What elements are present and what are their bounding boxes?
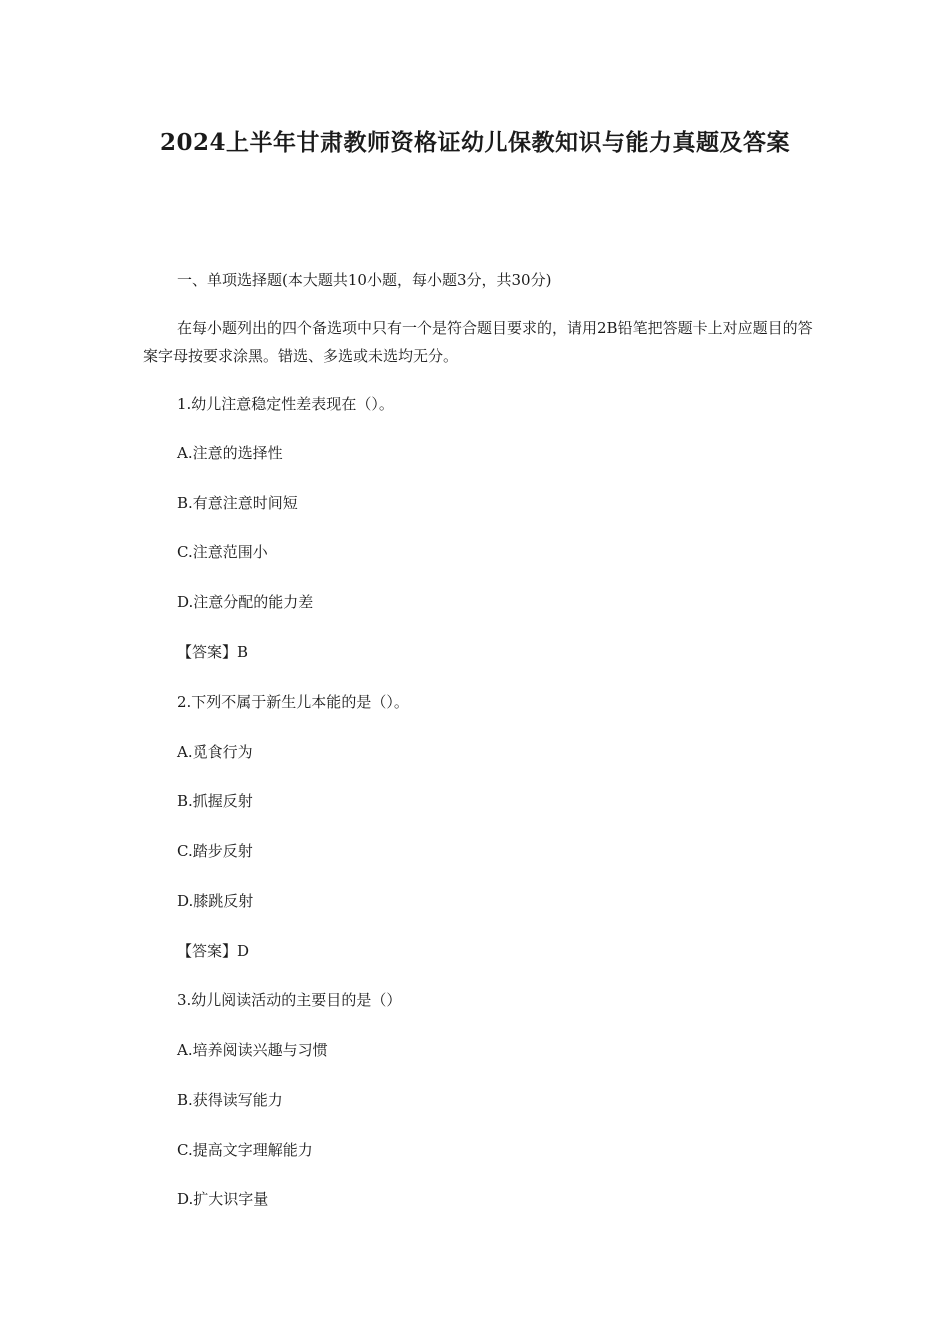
question-answer: 【答案】B	[177, 643, 249, 661]
instructions-paragraph: 在每小题列出的四个备选项中只有一个是符合题目要求的，请用2B铅笔把答题卡上对应题目的答案字母按要求涂黑。错选、多选或未选均无分。	[143, 319, 813, 365]
question-option: C.提高文字理解能力	[177, 1141, 313, 1159]
question-answer: 【答案】D	[177, 942, 250, 960]
question-option: D.扩大识字量	[177, 1190, 269, 1208]
document-title: 2024上半年甘肃教师资格证幼儿保教知识与能力真题及答案	[159, 129, 790, 156]
section-heading: 一、单项选择题(本大题共10小题，每小题3分，共30分)	[177, 271, 552, 289]
question-option: A.觅食行为	[177, 743, 253, 761]
question-stem: 2.下列不属于新生儿本能的是（）。	[177, 693, 409, 711]
question-stem: 1.幼儿注意稳定性差表现在（）。	[177, 395, 394, 413]
question-option: D.膝跳反射	[177, 892, 254, 910]
question-stem: 3.幼儿阅读活动的主要目的是（）	[177, 991, 402, 1009]
question-option: A.培养阅读兴趣与习惯	[177, 1041, 328, 1059]
question-option: B.有意注意时间短	[177, 494, 298, 512]
question-option: C.注意范围小	[177, 543, 268, 561]
question-option: B.抓握反射	[177, 792, 253, 810]
question-option: B.获得读写能力	[177, 1091, 283, 1109]
question-option: C.踏步反射	[177, 842, 253, 860]
question-option: A.注意的选择性	[177, 444, 283, 462]
question-option: D.注意分配的能力差	[177, 593, 314, 611]
